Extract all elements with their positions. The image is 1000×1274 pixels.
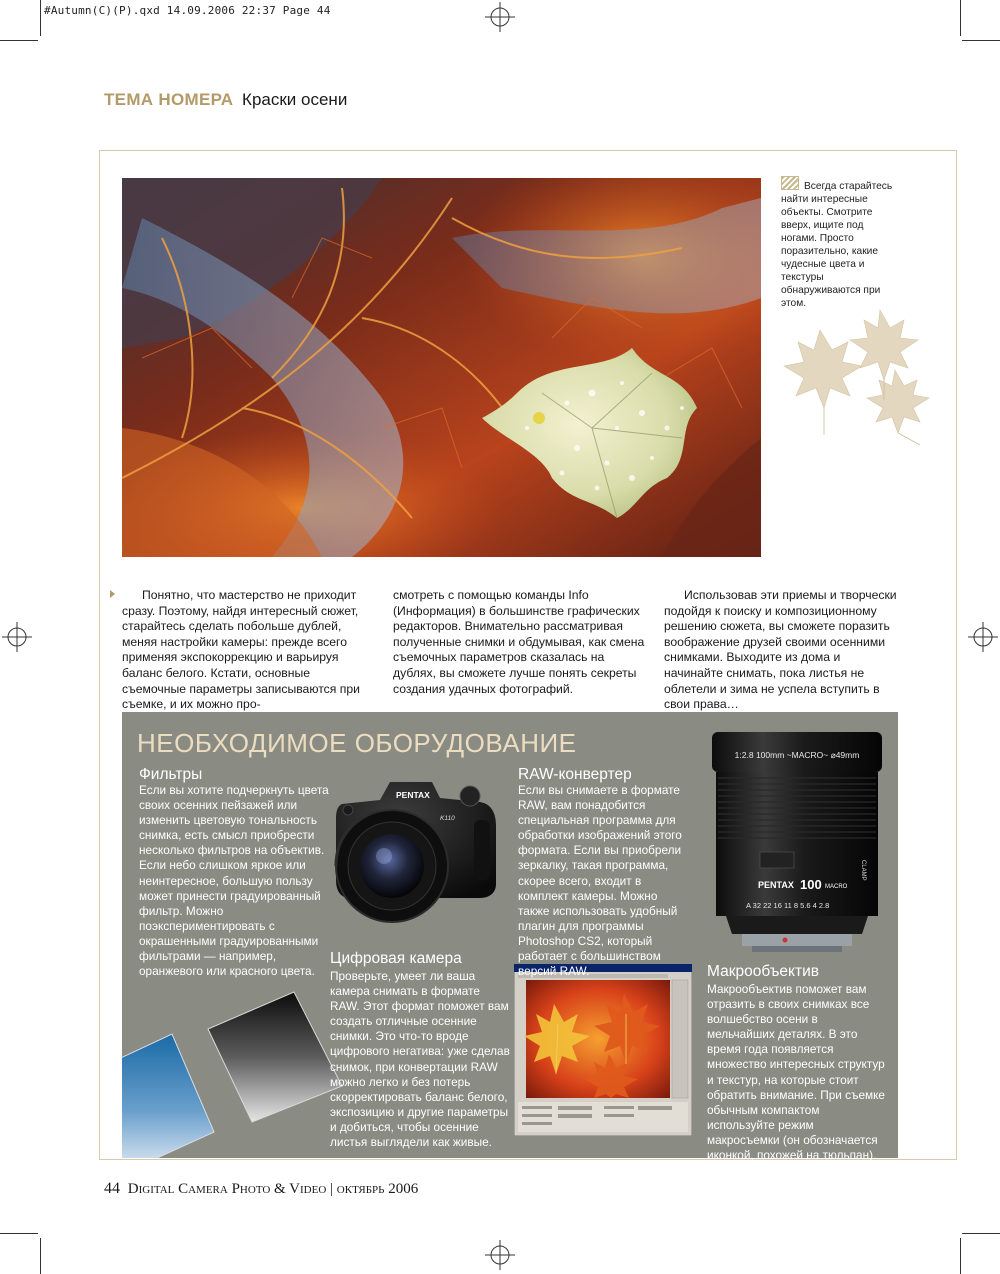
lens-focal-label: 100 [800, 877, 822, 892]
crop-mark [962, 1233, 1000, 1234]
page-number: 44 [104, 1180, 120, 1197]
lens-brand-label: PENTAX [758, 880, 794, 890]
digital-camera-heading: Цифровая камера [330, 950, 462, 967]
raw-converter-heading: RAW-конвертер [518, 766, 632, 783]
caption-text: Всегда старайтесь найти интересные объекты. Смотрите вверх, ищите под ногами. Просто поразительно, какие чудесные цвета и текстуры обнаруживаются при этом. [781, 181, 893, 309]
lens-top-label: 1:2.8 100mm ~MACRO~ ⌀49mm [734, 750, 860, 760]
crop-mark [960, 1238, 961, 1274]
magazine-name: Digital Camera Photo & Video [127, 1181, 327, 1197]
photo-caption [781, 176, 901, 310]
body-column-2 [393, 588, 645, 697]
camera-model-label: K110 [440, 815, 455, 822]
paragraph: Использовав эти приемы и творчески подойдя к поиску и композиционному решению сюжета, вы сможете поразить воображение друзей своими осенними снимками. Выходите из дома и начинайте снимать, пока листья не облетели и зима не успела вступить в свои права… [664, 588, 897, 712]
registration-mark-right [968, 622, 998, 652]
camera-brand-label: PENTAX [396, 790, 430, 800]
maple-leaves-decoration-icon [780, 300, 945, 445]
slug-line: #Autumn(C)(P).qxd 14.09.2006 22:37 Page 44 [44, 4, 331, 17]
macro-lens-image [712, 728, 882, 958]
body-column-1 [122, 588, 372, 713]
footer-separator: | [330, 1181, 334, 1197]
registration-mark-top [485, 2, 515, 32]
crop-mark [40, 0, 41, 36]
raw-converter-screenshot [514, 964, 692, 1136]
lens-scale-label: A 32 22 16 11 8 5.6 4 2.8 [746, 901, 830, 910]
crop-mark [960, 0, 961, 36]
paragraph: смотреть с помощью команды Info (Информация) в большинстве графических редакторов. Внимательно рассматривая полученные снимки и обдумывая, как смена съемочных параметров сказалась на дублях, вы сможете лучше понять секреты создания удачных фотографий. [393, 588, 645, 696]
section-title: Краски осени [242, 90, 348, 109]
macro-lens-heading: Макрообъектив [707, 963, 819, 980]
crop-mark [40, 1238, 41, 1274]
dslr-camera-image [320, 774, 500, 924]
crop-mark [962, 40, 1000, 41]
filters-heading: Фильтры [139, 766, 203, 783]
registration-mark-left [2, 622, 32, 652]
lens-clamp-label: CLAMP [860, 860, 866, 881]
start-arrow-icon [110, 590, 115, 598]
macro-lens-text: Макрообъектив поможет вам отразить в своих снимках все волшебство осени в мельчайших деталях. В это время года появляется множество интересных структур и текстур, на которые стоит обратить внимание. При съемке обычным компактом используйте режим макросъемки (он обозначается иконкой, похожей на тюльпан). [707, 982, 885, 1163]
filters-text: Если вы хотите подчеркнуть цвета своих осенних пейзажей или изменить цветовую тональность снимка, есть смысл приобрести несколько фильтров на объектив. Если небо слишком яркое или неинтересное, большую пользу может принести градуированный фильтр. Можно поэкспериментировать с окрашенными градуированными фильтрами — например, оранжевого или красного цвета. [139, 783, 329, 979]
crop-mark [0, 1233, 38, 1234]
crop-mark [0, 40, 38, 41]
paragraph: Понятно, что мастерство не приходит сразу. Поэтому, найдя интересный сюжет, старайтесь сделать побольше дублей, меняя настройки камеры: прежде всего применяя экспокоррекцию и варьируя баланс белого. Кстати, основные съемочные параметры записываются при съемке, и их можно про- [122, 588, 360, 712]
registration-mark-bottom [485, 1240, 515, 1270]
page-header [104, 90, 347, 110]
issue-date: октябрь 2006 [336, 1181, 419, 1197]
digital-camera-text: Проверьте, умеет ли ваша камера снимать в формате RAW. Этот формат поможет вам создать отличные осенние снимки. Это что-то вроде цифрового негатива: уже сделав снимок, при конвертации RAW можно легко и без потерь скорректировать баланс белого, экспозицию и другие параметры и добиться, чтобы осенние листья выглядели как живые. [330, 969, 510, 1150]
section-label: ТЕМА НОМЕРА [104, 90, 234, 109]
body-column-3 [664, 588, 898, 713]
autumn-leaves-photo [122, 178, 761, 557]
equipment-title: НЕОБХОДИМОЕ ОБОРУДОВАНИЕ [137, 728, 577, 758]
caption-marker-icon [781, 176, 799, 190]
lens-macro-label: MACRO [825, 884, 848, 890]
page-footer [104, 1180, 418, 1198]
raw-converter-text: Если вы снимаете в формате RAW, вам понадобится специальная программа для обработки изображений этого формата. Если вы приобрели зеркалку, такая программа, скорее всего, входит в комплект камеры. Можно также использовать удобный плагин для программы Photoshop CS2, который работает с большинством версий RAW. [518, 783, 682, 979]
